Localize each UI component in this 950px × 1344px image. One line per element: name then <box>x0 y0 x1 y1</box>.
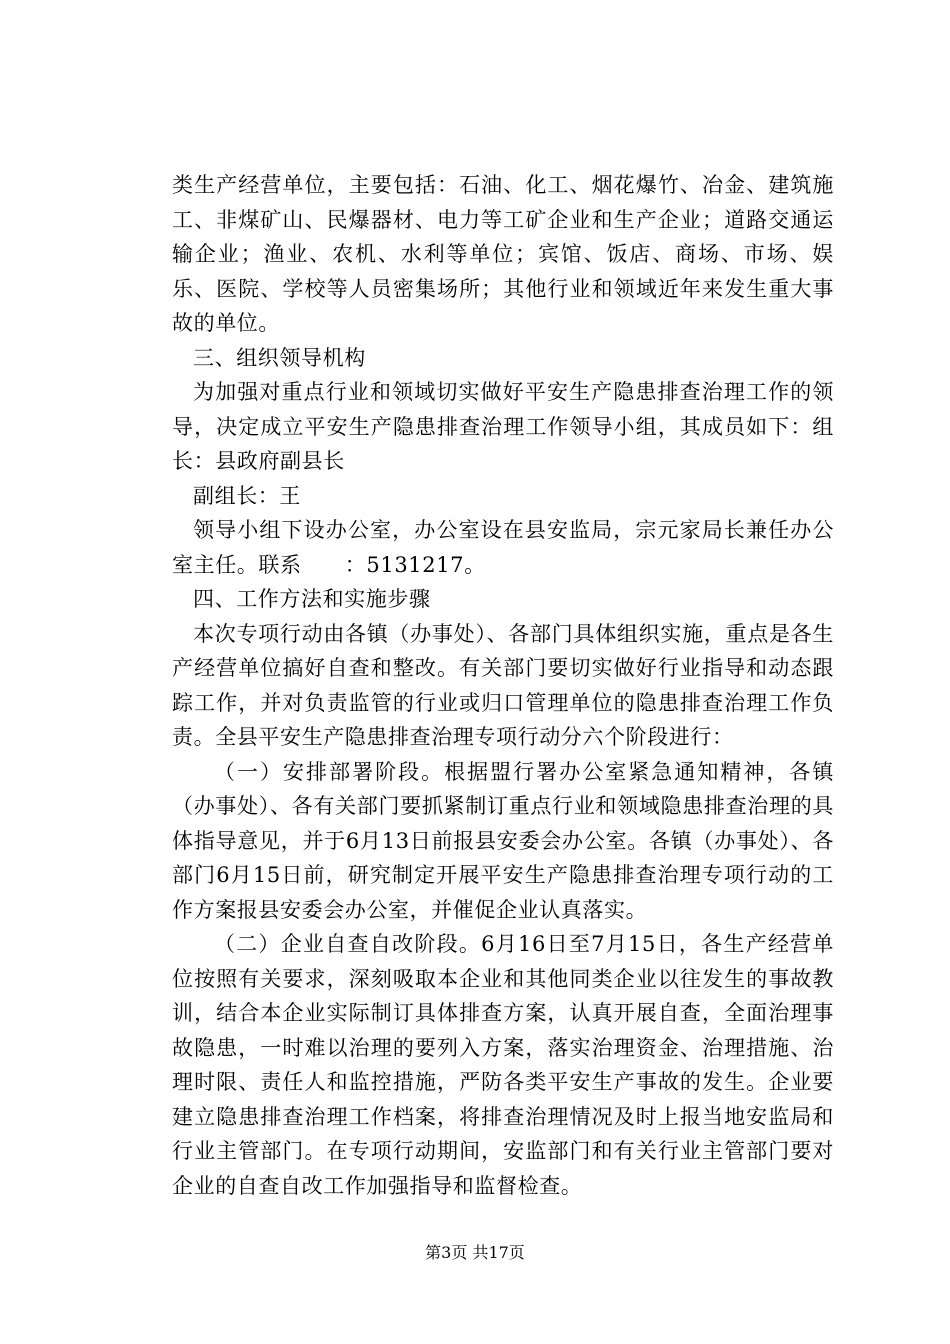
heading-methods-steps: 四、工作方法和实施步骤 <box>193 587 431 611</box>
document-body <box>172 168 834 1203</box>
paragraph-special-action: 本次专项行动由各镇（办事处）、各部门具体组织实施，重点是各生产经营单位搞好自查和整改。有关部门要切实做好行业指导和动态跟踪工作，并对负责监管的行业或归口管理单位的隐患排查治理工作负责。全县平安生产隐患排查治理专项行动分六个阶段进行： <box>172 621 834 749</box>
paragraph-leadership-group: 为加强对重点行业和领域切实做好平安生产隐患排查治理工作的领导，决定成立平安生产隐患排查治理工作领导小组，其成员如下：组长：县政府副县长 <box>172 380 834 473</box>
heading-organization: 三、组织领导机构 <box>193 345 366 370</box>
paragraph-office: 领导小组下设办公室，办公室设在县安监局，宗元家局长兼任办公室主任。联系 ：5131217。 <box>172 518 834 577</box>
paragraph-deputy-leader: 副组长：王 <box>193 483 301 508</box>
paragraph-unit-types: 类生产经营单位，主要包括：石油、化工、烟花爆竹、冶金、建筑施工、非煤矿山、民爆器材、电力等工矿企业和生产企业；道路交通运输企业；渔业、农机、水利等单位；宾馆、饭店、商场、市场、娱乐、医院、学校等人员密集场所；其他行业和领域近年来发生重大事故的单位。 <box>172 173 834 335</box>
page-number-footer: 第3页 共17页 <box>425 1243 525 1262</box>
paragraph-stage-two: （二）企业自查自改阶段。6月16日至7月15日，各生产经营单位按照有关要求，深刻吸取本企业和其他同类企业以往发生的事故教训，结合本企业实际制订具体排查方案，认真开展自查，全面治理事故隐患，一时难以治理的要列入方案，落实治理资金、治理措施、治理时限、责任人和监控措施，严防各类平安生产事故的发生。企业要建立隐患排查治理工作档案，将排查治理情况及时上报当地安监局和行业主管部门。在专项行动期间，安监部门和有关行业主管部门要对企业的自查自改工作加强指导和监督检查。 <box>172 932 834 1198</box>
paragraph-stage-one: （一）安排部署阶段。根据盟行署办公室紧急通知精神，各镇（办事处）、各有关部门要抓紧制订重点行业和领域隐患排查治理的具体指导意见，并于6月13日前报县安委会办公室。各镇（办事处）、各部门6月15日前，研究制定开展平安生产隐患排查治理专项行动的工作方案报县安委会办公室，并催促企业认真落实。 <box>172 759 834 922</box>
